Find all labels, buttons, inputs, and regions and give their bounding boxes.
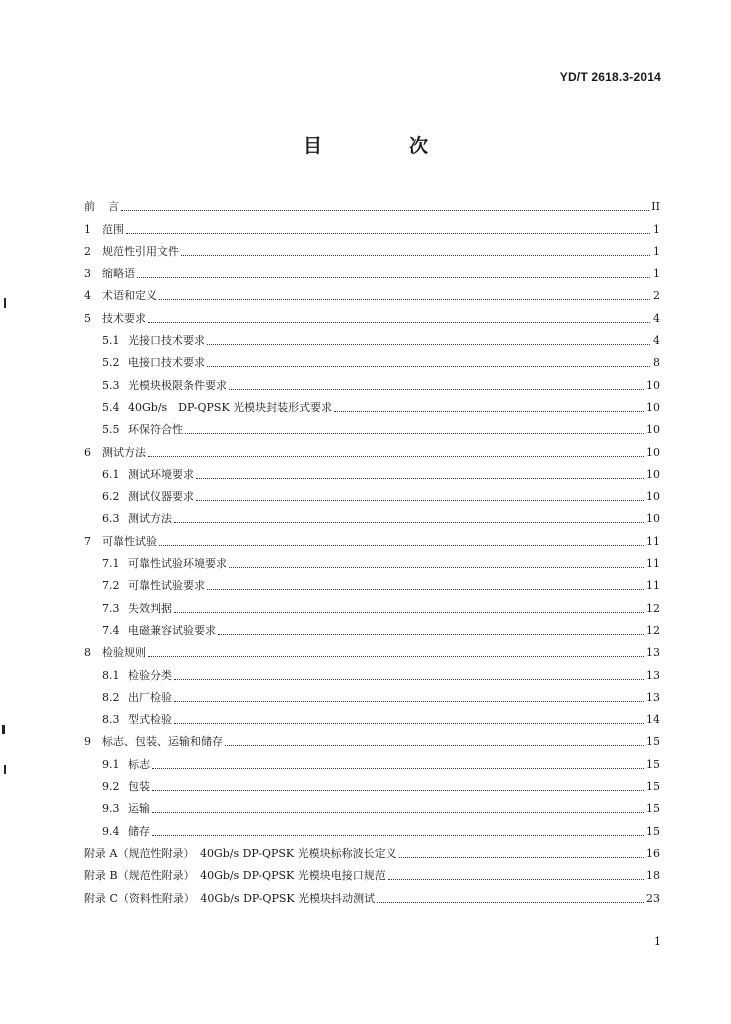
toc-entry[interactable]	[84, 883, 660, 905]
toc-entry-label: 光接口技术要求	[128, 334, 205, 348]
toc-entry-number: 8	[84, 646, 91, 660]
toc-leader-dots	[196, 477, 644, 479]
toc-entry-number: 6.2	[102, 490, 120, 504]
toc-entry[interactable]	[84, 526, 660, 548]
toc-entry-label: 电接口技术要求	[128, 356, 205, 370]
toc-entry[interactable]	[84, 727, 660, 749]
toc-entry-label: 测试方法	[128, 512, 172, 526]
scan-mark	[2, 725, 5, 734]
toc-entry-label: 术语和定义	[102, 289, 157, 303]
toc-entry[interactable]	[84, 237, 660, 259]
toc-entry-number: 1	[84, 222, 91, 236]
toc-entry-number: 5.3	[102, 378, 120, 392]
toc-entry-number: 9.3	[102, 802, 120, 816]
toc-entry-label: 标志、包装、运输和储存	[102, 735, 223, 749]
toc-entry[interactable]	[84, 348, 660, 370]
toc-entry[interactable]	[84, 839, 660, 861]
toc-leader-dots	[181, 254, 650, 256]
toc-leader-dots	[148, 455, 644, 457]
toc-entry-label: 40Gb/s DP-QPSK 光模块封装形式要求	[128, 400, 333, 414]
toc-entry-label: 包装	[128, 780, 150, 794]
page-number: 1	[654, 935, 661, 948]
toc-entry-number: 6.1	[102, 467, 120, 481]
toc-entry-page: 10	[646, 512, 660, 526]
toc-entry-label: 标志	[128, 757, 150, 771]
toc-entry-number: 5.5	[102, 423, 120, 437]
toc-entry-page: 13	[646, 668, 660, 682]
toc-leader-dots	[159, 544, 644, 546]
toc-leader-dots	[159, 298, 650, 300]
toc-entry-number: 7.4	[102, 623, 120, 637]
toc-entry[interactable]	[84, 683, 660, 705]
toc-entry-page: 15	[646, 757, 660, 771]
toc-entry-number: 8.3	[102, 713, 120, 727]
toc-entry[interactable]	[84, 214, 660, 236]
toc-entry-label: 运输	[128, 802, 150, 816]
toc-leader-dots	[207, 365, 650, 367]
toc-leader-dots	[152, 811, 644, 813]
toc-entry-page: 10	[646, 467, 660, 481]
toc-leader-dots	[388, 878, 644, 880]
toc-leader-dots	[152, 767, 644, 769]
toc-entry-number: 5	[84, 311, 91, 325]
toc-leader-dots	[196, 499, 644, 501]
toc-entry-number: 7.3	[102, 601, 120, 615]
toc-entry[interactable]	[84, 571, 660, 593]
toc-leader-dots	[148, 655, 644, 657]
toc-entry-number: 8.1	[102, 668, 120, 682]
toc-entry-label: 言	[108, 200, 119, 214]
toc-entry-page: 12	[646, 623, 660, 637]
toc-entry[interactable]	[84, 616, 660, 638]
toc-entry-label: 范围	[102, 222, 124, 236]
toc-entry[interactable]	[84, 303, 660, 325]
table-of-contents	[84, 192, 660, 906]
scan-mark	[4, 298, 6, 308]
toc-entry-number: 5.2	[102, 356, 120, 370]
toc-entry-page: 15	[646, 802, 660, 816]
toc-leader-dots	[174, 611, 644, 613]
toc-entry-page: 10	[646, 378, 660, 392]
toc-entry-label: 附录 B（规范性附录） 40Gb/s DP-QPSK 光模块电接口规范	[84, 869, 386, 883]
toc-entry-page: 11	[646, 579, 660, 593]
toc-entry[interactable]	[84, 705, 660, 727]
toc-entry-page: 11	[646, 557, 660, 571]
toc-entry[interactable]	[84, 549, 660, 571]
toc-entry-number: 4	[84, 289, 91, 303]
toc-leader-dots	[334, 410, 644, 412]
toc-entry-number: 9.4	[102, 824, 120, 838]
toc-entry-label: 测试仪器要求	[128, 490, 194, 504]
toc-entry-number: 7.2	[102, 579, 120, 593]
toc-leader-dots	[126, 232, 650, 234]
toc-entry[interactable]	[84, 281, 660, 303]
toc-entry-number: 9	[84, 735, 91, 749]
toc-entry-number: 6.3	[102, 512, 120, 526]
toc-leader-dots	[152, 789, 644, 791]
toc-entry-number: 2	[84, 244, 91, 258]
toc-entry-number: 前	[84, 200, 95, 214]
toc-entry[interactable]	[84, 772, 660, 794]
toc-entry-page: 12	[646, 601, 660, 615]
toc-entry-label: 缩略语	[102, 267, 135, 281]
toc-entry-number: 7.1	[102, 557, 120, 571]
toc-entry-label: 技术要求	[102, 311, 146, 325]
toc-entry-number: 7	[84, 534, 91, 548]
toc-entry[interactable]	[84, 593, 660, 615]
toc-entry[interactable]	[84, 861, 660, 883]
toc-entry-label: 可靠性试验环境要求	[128, 557, 227, 571]
toc-entry[interactable]	[84, 192, 660, 214]
toc-entry-label: 光模块极限条件要求	[128, 378, 227, 392]
toc-entry[interactable]	[84, 816, 660, 838]
document-code: YD/T 2618.3-2014	[559, 70, 661, 84]
toc-entry[interactable]	[84, 660, 660, 682]
toc-leader-dots	[399, 856, 644, 858]
toc-entry-page: 14	[646, 713, 660, 727]
toc-entry-page: 16	[646, 846, 660, 860]
toc-entry-label: 环保符合性	[128, 423, 183, 437]
toc-entry-label: 出厂检验	[128, 690, 172, 704]
toc-entry-label: 失效判据	[128, 601, 172, 615]
toc-entry-label: 附录 C（资料性附录） 40Gb/s DP-QPSK 光模块抖动测试	[84, 891, 376, 905]
toc-entry-label: 检验规则	[102, 646, 146, 660]
toc-entry-label: 可靠性试验要求	[128, 579, 205, 593]
toc-entry-label: 测试环境要求	[128, 467, 194, 481]
toc-entry-label: 规范性引用文件	[102, 244, 179, 258]
toc-entry-label: 电磁兼容试验要求	[128, 623, 216, 637]
toc-entry-number: 5.1	[102, 334, 120, 348]
toc-leader-dots	[174, 521, 644, 523]
toc-entry-page: 1	[653, 267, 660, 281]
toc-leader-dots	[174, 700, 644, 702]
toc-entry-number: 9.1	[102, 757, 120, 771]
toc-entry-page: 8	[653, 356, 660, 370]
toc-leader-dots	[207, 343, 650, 345]
toc-entry-number: 6	[84, 445, 91, 459]
toc-entry-page: 10	[646, 400, 660, 414]
toc-entry[interactable]	[84, 259, 660, 281]
toc-entry-number: 5.4	[102, 400, 120, 414]
toc-entry-page: 4	[653, 311, 660, 325]
toc-entry-page: 10	[646, 423, 660, 437]
toc-entry-page: 13	[646, 646, 660, 660]
toc-entry-label: 可靠性试验	[102, 534, 157, 548]
toc-entry-page: 15	[646, 780, 660, 794]
toc-entry-page: 11	[646, 534, 660, 548]
page-title: 目 次	[302, 135, 462, 157]
toc-entry-page: 10	[646, 490, 660, 504]
toc-entry[interactable]	[84, 415, 660, 437]
toc-entry-page: 15	[646, 824, 660, 838]
toc-entry-label: 附录 A（规范性附录） 40Gb/s DP-QPSK 光模块标称波长定义	[84, 846, 397, 860]
toc-entry-page: 1	[653, 244, 660, 258]
toc-entry-label: 型式检验	[128, 713, 172, 727]
toc-entry[interactable]	[84, 504, 660, 526]
toc-entry-number: 9.2	[102, 780, 120, 794]
toc-entry[interactable]	[84, 482, 660, 504]
toc-entry-number: 3	[84, 267, 91, 281]
toc-entry[interactable]	[84, 437, 660, 459]
toc-entry[interactable]	[84, 393, 660, 415]
toc-entry-page: II	[651, 200, 660, 214]
toc-entry-page: 15	[646, 735, 660, 749]
toc-leader-dots	[185, 432, 644, 434]
toc-entry-page: 10	[646, 445, 660, 459]
toc-leader-dots	[225, 744, 644, 746]
toc-leader-dots	[137, 276, 650, 278]
toc-entry[interactable]	[84, 794, 660, 816]
toc-entry-label: 检验分类	[128, 668, 172, 682]
toc-entry-page: 23	[646, 891, 660, 905]
toc-leader-dots	[229, 388, 644, 390]
toc-entry-label: 测试方法	[102, 445, 146, 459]
toc-leader-dots	[174, 678, 644, 680]
toc-leader-dots	[174, 722, 644, 724]
toc-entry-label: 储存	[128, 824, 150, 838]
toc-leader-dots	[152, 834, 644, 836]
toc-leader-dots	[207, 588, 644, 590]
toc-entry-page: 4	[653, 334, 660, 348]
toc-leader-dots	[121, 209, 649, 211]
toc-entry[interactable]	[84, 370, 660, 392]
toc-entry[interactable]	[84, 638, 660, 660]
toc-leader-dots	[218, 633, 644, 635]
toc-entry-page: 2	[653, 289, 660, 303]
scan-mark	[4, 765, 6, 774]
toc-entry[interactable]	[84, 460, 660, 482]
toc-entry[interactable]	[84, 326, 660, 348]
toc-leader-dots	[377, 901, 644, 903]
toc-entry[interactable]	[84, 749, 660, 771]
toc-leader-dots	[229, 566, 644, 568]
toc-entry-page: 13	[646, 690, 660, 704]
toc-entry-page: 18	[646, 869, 660, 883]
toc-leader-dots	[148, 321, 650, 323]
toc-entry-page: 1	[653, 222, 660, 236]
toc-entry-number: 8.2	[102, 690, 120, 704]
